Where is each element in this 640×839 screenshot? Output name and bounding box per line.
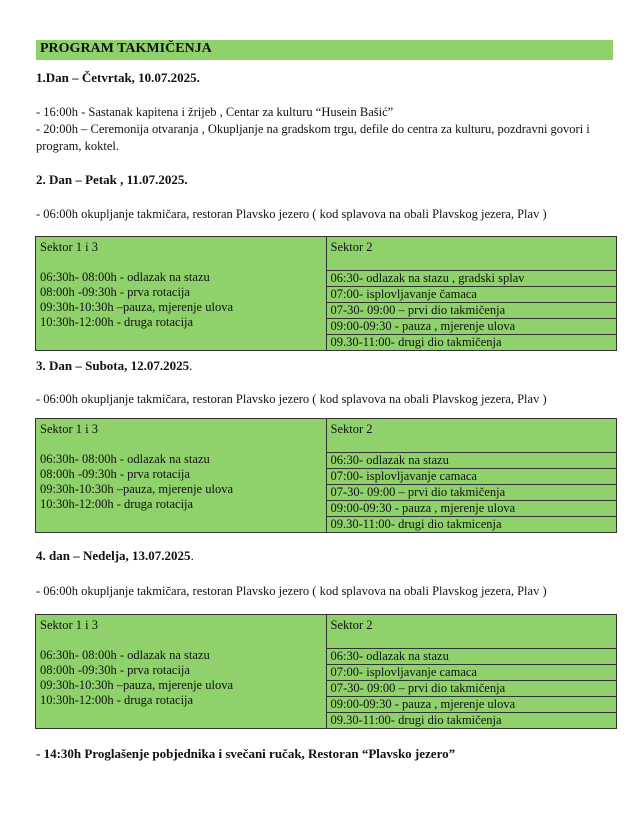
day3-heading bbox=[36, 358, 192, 374]
day4-right-row: 06:30- odlazak na stazu bbox=[327, 648, 617, 664]
day2-sector-1-3-header: Sektor 1 i 3 bbox=[40, 240, 98, 254]
day2-sector-2-cell bbox=[326, 237, 617, 351]
day4-left-row: 06:30h- 08:00h - odlazak na stazu bbox=[40, 648, 210, 662]
day4-schedule-table bbox=[35, 614, 617, 729]
day2-left-row: 08:00h -09:30h - prva rotacija bbox=[40, 285, 190, 299]
day3-heading-rest: . bbox=[189, 358, 193, 373]
day4-sector-1-3-header: Sektor 1 i 3 bbox=[40, 618, 98, 632]
day3-left-row: 08:00h -09:30h - prva rotacija bbox=[40, 467, 190, 481]
day2-right-row: 09:00-09:30 - pauza , mjerenje ulova bbox=[327, 318, 617, 334]
day4-left-row: 10:30h-12:00h - druga rotacija bbox=[40, 693, 194, 707]
day4-right-row: 07-30- 09:00 – prvi dio takmičenja bbox=[327, 680, 617, 696]
day2-left-row: 10:30h-12:00h - druga rotacija bbox=[40, 315, 194, 329]
day4-right-row: 09.30-11:00- drugi dio takmičenja bbox=[327, 712, 617, 728]
day3-left-row: 06:30h- 08:00h - odlazak na stazu bbox=[40, 452, 210, 466]
day3-sector-2-header: Sektor 2 bbox=[330, 422, 373, 436]
day2-right-row: 07:00- isplovljavanje čamaca bbox=[327, 286, 617, 302]
day1-heading: 1.Dan – Četvrtak, 10.07.2025. bbox=[36, 70, 200, 85]
day3-right-row: 09:00-09:30 - pauza , mjerenje ulova bbox=[327, 500, 617, 516]
day4-left-row: 08:00h -09:30h - prva rotacija bbox=[40, 663, 190, 677]
title-bar bbox=[36, 40, 613, 60]
day3-heading-bold: 3. Dan – Subota, 12.07.2025 bbox=[36, 358, 190, 373]
page-title: PROGRAM TAKMIČENJA bbox=[40, 41, 212, 56]
day3-left-row: 10:30h-12:00h - druga rotacija bbox=[40, 497, 194, 511]
day1-item-1: - 16:00h - Sastanak kapitena i žrijeb , Centar za kulturu “Husein Bašić” bbox=[36, 105, 394, 119]
day2-right-row: 07-30- 09:00 – prvi dio takmičenja bbox=[327, 302, 617, 318]
day3-right-row: 09.30-11:00- drugi dio takmicenja bbox=[327, 516, 617, 532]
day3-right-row: 07:00- isplovljavanje camaca bbox=[327, 468, 617, 484]
day2-left-row: 06:30h- 08:00h - odlazak na stazu bbox=[40, 270, 210, 284]
day3-gathering: - 06:00h okupljanje takmičara, restoran Plavsko jezero ( kod splavova na obali Plavskog jezera, Plav ) bbox=[36, 392, 547, 406]
day3-sector-2-cell bbox=[326, 419, 617, 533]
day4-right-row: 07:00- isplovljavanje camaca bbox=[327, 664, 617, 680]
day4-sector-2-cell bbox=[326, 615, 617, 729]
day3-right-row: 06:30- odlazak na stazu bbox=[327, 452, 617, 468]
day3-sector-1-3-header: Sektor 1 i 3 bbox=[40, 422, 98, 436]
day2-sector-1-3-cell bbox=[36, 237, 327, 351]
day2-sector-2-header: Sektor 2 bbox=[330, 240, 373, 254]
day1-item-3: program, koktel. bbox=[36, 139, 119, 153]
day4-heading-bold: 4. dan – Nedelja, 13.07.2025 bbox=[36, 548, 191, 563]
day2-heading: 2. Dan – Petak , 11.07.2025. bbox=[36, 172, 188, 187]
day4-gathering: - 06:00h okupljanje takmičara, restoran Plavsko jezero ( kod splavova na obali Plavskog jezera, Plav ) bbox=[36, 584, 547, 598]
day4-heading bbox=[36, 548, 194, 564]
day4-sector-2-header: Sektor 2 bbox=[330, 618, 373, 632]
day3-schedule-table bbox=[35, 418, 617, 533]
day4-heading-rest: . bbox=[190, 548, 194, 563]
day2-right-row: 09.30-11:00- drugi dio takmičenja bbox=[327, 334, 617, 350]
day4-left-row: 09:30h-10:30h –pauza, mjerenje ulova bbox=[40, 678, 233, 692]
day2-left-row: 09:30h-10:30h –pauza, mjerenje ulova bbox=[40, 300, 233, 314]
day4-right-row: 09:00-09:30 - pauza , mjerenje ulova bbox=[327, 696, 617, 712]
day2-schedule-table bbox=[35, 236, 617, 351]
day2-gathering: - 06:00h okupljanje takmičara, restoran Plavsko jezero ( kod splavova na obali Plavskog jezera, Plav ) bbox=[36, 207, 547, 221]
day3-sector-1-3-cell bbox=[36, 419, 327, 533]
day3-left-row: 09:30h-10:30h –pauza, mjerenje ulova bbox=[40, 482, 233, 496]
day4-sector-1-3-cell bbox=[36, 615, 327, 729]
day1-item-2: - 20:00h – Ceremonija otvaranja , Okupljanje na gradskom trgu, defile do centra za kulturu, pozdravni govori i bbox=[36, 122, 590, 136]
day3-right-row: 07-30- 09:00 – prvi dio takmičenja bbox=[327, 484, 617, 500]
day2-right-row: 06:30- odlazak na stazu , gradski splav bbox=[327, 270, 617, 286]
closing-ceremony: - 14:30h Proglašenje pobjednika i svečani ručak, Restoran “Plavsko jezero” bbox=[36, 746, 456, 761]
